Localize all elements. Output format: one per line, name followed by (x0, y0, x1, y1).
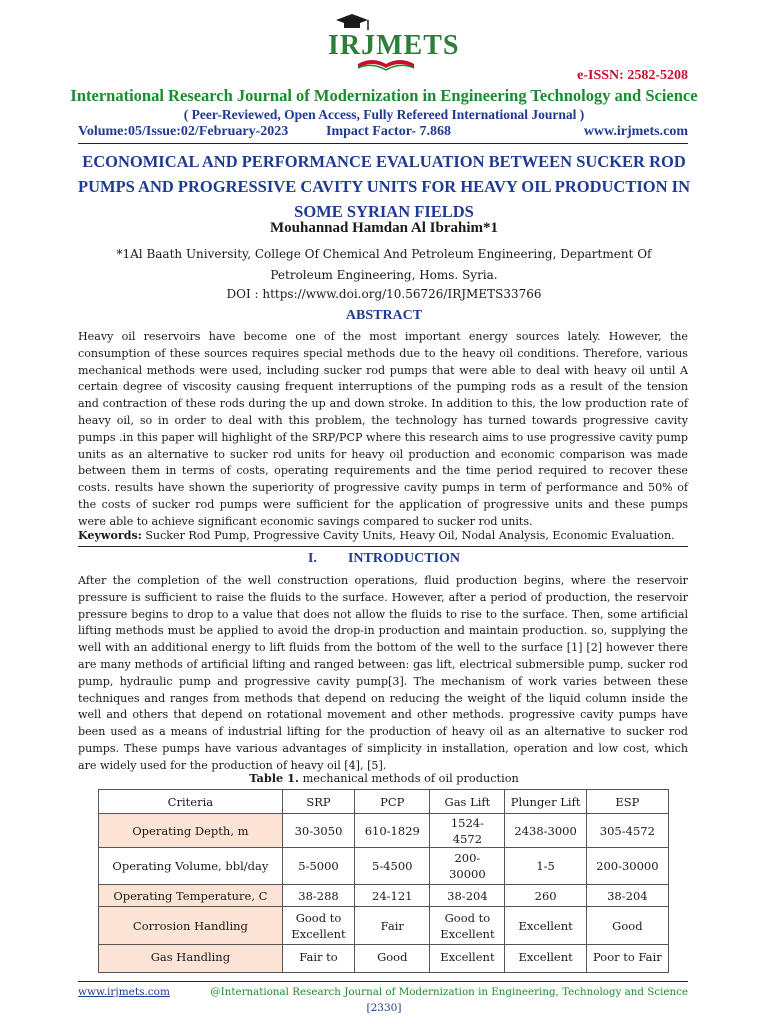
paper-title: ECONOMICAL AND PERFORMANCE EVALUATION BETWEEN SUCKER ROD PUMPS AND PROGRESSIVE CAVITY UNITS FOR HEAVY OIL PRODUCTION IN SOME SYRIAN FIELDS (78, 152, 690, 221)
section-title: INTRODUCTION (347, 551, 460, 566)
table-row (99, 945, 669, 973)
section-number: I. (307, 551, 317, 566)
table-cell: Excellent (505, 907, 586, 945)
table-cell: Good to Excellent (282, 907, 354, 945)
methods-table (98, 789, 669, 973)
table-caption (0, 771, 768, 785)
table-row (99, 907, 669, 945)
logo-wordmark: IRJMETS (328, 30, 460, 61)
header-divider (78, 143, 688, 144)
affiliation: *1Al Baath University, College Of Chemical And Petroleum Engineering, Department Of Petroleum Engineering, Homs. Syria. (116, 247, 652, 282)
volume-issue: Volume:05/Issue:02/February-2023 (78, 124, 289, 139)
table-caption-label: Table 1. (249, 771, 299, 785)
keywords-label: Keywords: (78, 529, 142, 542)
table-header-row (99, 790, 669, 814)
table-cell: 24-121 (355, 885, 430, 907)
introduction-heading (0, 551, 768, 567)
peer-review-note: ( Peer-Reviewed, Open Access, Fully Refereed International Journal ) (183, 107, 585, 122)
table-header-cell: ESP (586, 790, 668, 814)
table-cell: Excellent (505, 945, 586, 973)
table-cell: 5-4500 (355, 848, 430, 885)
table-cell: 260 (505, 885, 586, 907)
table-cell: 200-30000 (430, 848, 505, 885)
abstract-divider (78, 546, 688, 547)
table-cell: 200-30000 (586, 848, 668, 885)
abstract-text: Heavy oil reservoirs have become one of the most important energy sources lately. However, the consumption of these sources requires special methods due to the heavy oil conditions. Therefore, various mechanical methods were used, including sucker rod pumps that were able to deal with heavy oil until A certain degree of viscosity causing frequent interruptions of the pumping rods as a result of the tension and contraction of these rods during the up and down stroke. In addition to this, the low production rate of heavy oil, so in order to deal with this problem, the technology has turned towards progressive cavity pumps .in this paper will highlight of the SRP/PCP where this research aims to use progressive cavity pump units as an alternative to sucker rod units for heavy oil production and economic comparison was made between them in terms of costs, operating requirements and the time period required to recover these costs. results have shown the superiority of progressive cavity pumps in term of performance and 50% of the costs of sucker rod pumps were sufficient for the application of progressive units and these pumps were able to achieve significant economic savings compared to sucker rod units. (78, 330, 688, 528)
table-cell: Poor to Fair (586, 945, 668, 973)
introduction-text: After the completion of the well construction operations, fluid production begins, where the reservoir pressure is sufficient to raise the fluids to the surface. However, after a period of production, the reservoir pressure begins to drop to a value that does not allow the fluids to rise to the surface. Then, some artificial lifting methods must be applied to avoid the drop-in production and maintain production. so, supplying the well with an additional energy to lift fluids from the bottom of the well to the surface [1] [2] however there are many methods of artificial lifting and ranged between: gas lift, electrical submersible pump, sucker rod pump, hydraulic pump and progressive cavity pump[3]. The mechanism of work varies between these techniques and ranges from methods that depend on reducing the weight of the liquid column inside the well and others that depend on rotational movement and other methods. progressive cavity pumps have been used as a means of industrial lifting for the production of heavy oil as an alternative to sucker rod pumps. These pumps have various advantages of simplicity in installation, operation and low cost, which are widely used for the production of heavy oil [4], [5]. (78, 574, 688, 772)
table-header-cell: Gas Lift (430, 790, 505, 814)
table-cell: 5-5000 (282, 848, 354, 885)
table-header-cell: Plunger Lift (505, 790, 586, 814)
table-row (99, 885, 669, 907)
table-cell-criteria: Operating Temperature, C (99, 885, 283, 907)
table-cell: 38-204 (430, 885, 505, 907)
journal-name: International Research Journal of Modernization in Engineering Technology and Science (70, 86, 698, 105)
table-cell: 2438-3000 (505, 814, 586, 848)
abstract-heading: ABSTRACT (345, 308, 423, 323)
footer-website-link[interactable]: www.irjmets.com (78, 986, 170, 998)
table-caption-text: mechanical methods of oil production (302, 772, 519, 785)
author: Mouhannad Hamdan Al Ibrahim*1 (270, 220, 498, 236)
journal-website[interactable]: www.irjmets.com (583, 124, 688, 139)
table-header-cell: SRP (282, 790, 354, 814)
table-cell-criteria: Gas Handling (99, 945, 283, 973)
keywords (78, 529, 688, 542)
footer-divider (78, 981, 688, 982)
journal-logo (318, 12, 460, 72)
table-row (99, 848, 669, 885)
page-number: [2330] (366, 1002, 402, 1014)
table-cell-criteria: Operating Volume, bbl/day (99, 848, 283, 885)
table-cell: 305-4572 (586, 814, 668, 848)
table-cell: Good to Excellent (430, 907, 505, 945)
table-header-cell: Criteria (99, 790, 283, 814)
table-cell: 38-288 (282, 885, 354, 907)
table-cell: Good (586, 907, 668, 945)
keywords-list: Sucker Rod Pump, Progressive Cavity Units, Heavy Oil, Nodal Analysis, Economic Evaluation. (145, 529, 675, 542)
doi-link[interactable]: DOI : https://www.doi.org/10.56726/IRJMETS33766 (226, 287, 542, 301)
table-cell-criteria: Corrosion Handling (99, 907, 283, 945)
impact-factor: Impact Factor- 7.868 (326, 124, 452, 139)
table-cell: 610-1829 (355, 814, 430, 848)
table-header-cell: PCP (355, 790, 430, 814)
footer-copyright: @International Research Journal of Modernization in Engineering, Technology and Science (210, 986, 688, 998)
table-cell: Good (355, 945, 430, 973)
table-cell-criteria: Operating Depth, m (99, 814, 283, 848)
table-cell: 30-3050 (282, 814, 354, 848)
table-cell: 38-204 (586, 885, 668, 907)
table-cell: 1-5 (505, 848, 586, 885)
eissn: e-ISSN: 2582-5208 (577, 68, 688, 83)
table-row (99, 814, 669, 848)
table-cell: Excellent (430, 945, 505, 973)
table-cell: 1524-4572 (430, 814, 505, 848)
table-cell: Fair to (282, 945, 354, 973)
table-cell: Fair (355, 907, 430, 945)
